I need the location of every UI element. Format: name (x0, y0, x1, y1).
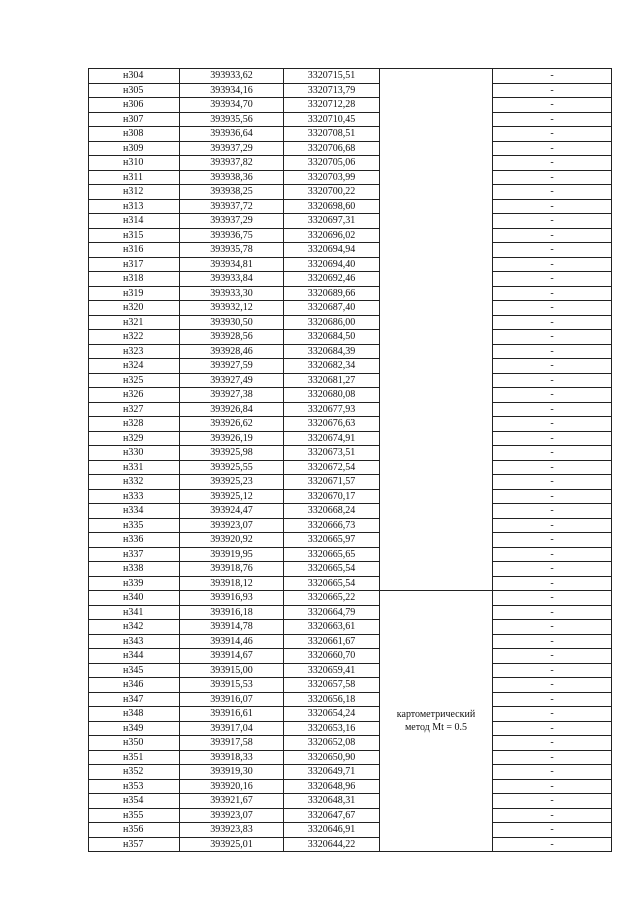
table-row (89, 156, 612, 171)
point-number-cell: н329 (89, 431, 180, 446)
y-coordinate-cell: 3320649,71 (284, 765, 380, 780)
x-coordinate-cell: 393930,50 (180, 315, 284, 330)
mark-cell: - (493, 707, 612, 722)
y-coordinate-cell: 3320660,70 (284, 649, 380, 664)
x-coordinate-cell: 393926,84 (180, 402, 284, 417)
mark-cell: - (493, 605, 612, 620)
table-row (89, 127, 612, 142)
x-coordinate-cell: 393918,76 (180, 562, 284, 577)
table-row (89, 779, 612, 794)
point-number-cell: н322 (89, 330, 180, 345)
point-number-cell: н339 (89, 576, 180, 591)
y-coordinate-cell: 3320692,46 (284, 272, 380, 287)
table-row (89, 707, 612, 722)
point-number-cell: н355 (89, 808, 180, 823)
point-number-cell: н316 (89, 243, 180, 258)
y-coordinate-cell: 3320715,51 (284, 69, 380, 84)
point-number-cell: н305 (89, 83, 180, 98)
y-coordinate-cell: 3320682,34 (284, 359, 380, 374)
point-number-cell: н351 (89, 750, 180, 765)
table-row (89, 794, 612, 809)
mark-cell: - (493, 533, 612, 548)
point-number-cell: н346 (89, 678, 180, 693)
point-number-cell: н308 (89, 127, 180, 142)
y-coordinate-cell: 3320677,93 (284, 402, 380, 417)
mark-cell: - (493, 547, 612, 562)
x-coordinate-cell: 393916,93 (180, 591, 284, 606)
mark-cell: - (493, 243, 612, 258)
table-row (89, 112, 612, 127)
mark-cell: - (493, 170, 612, 185)
table-row (89, 388, 612, 403)
point-number-cell: н332 (89, 475, 180, 490)
mark-cell: - (493, 504, 612, 519)
y-coordinate-cell: 3320689,66 (284, 286, 380, 301)
x-coordinate-cell: 393936,75 (180, 228, 284, 243)
table-row (89, 576, 612, 591)
table-row (89, 344, 612, 359)
x-coordinate-cell: 393927,38 (180, 388, 284, 403)
y-coordinate-cell: 3320713,79 (284, 83, 380, 98)
point-number-cell: н307 (89, 112, 180, 127)
point-number-cell: н338 (89, 562, 180, 577)
table-row (89, 620, 612, 635)
table-row (89, 504, 612, 519)
x-coordinate-cell: 393915,53 (180, 678, 284, 693)
y-coordinate-cell: 3320674,91 (284, 431, 380, 446)
mark-cell: - (493, 446, 612, 461)
table-row (89, 315, 612, 330)
x-coordinate-cell: 393919,95 (180, 547, 284, 562)
y-coordinate-cell: 3320705,06 (284, 156, 380, 171)
x-coordinate-cell: 393937,72 (180, 199, 284, 214)
table-row (89, 489, 612, 504)
point-number-cell: н353 (89, 779, 180, 794)
table-row (89, 808, 612, 823)
mark-cell: - (493, 431, 612, 446)
x-coordinate-cell: 393923,07 (180, 518, 284, 533)
x-coordinate-cell: 393914,67 (180, 649, 284, 664)
y-coordinate-cell: 3320648,31 (284, 794, 380, 809)
table-row (89, 402, 612, 417)
method-label-line1: картометрический (396, 709, 476, 720)
y-coordinate-cell: 3320644,22 (284, 837, 380, 852)
table-row (89, 823, 612, 838)
point-number-cell: н354 (89, 794, 180, 809)
y-coordinate-cell: 3320665,97 (284, 533, 380, 548)
x-coordinate-cell: 393935,78 (180, 243, 284, 258)
point-number-cell: н328 (89, 417, 180, 432)
x-coordinate-cell: 393919,30 (180, 765, 284, 780)
mark-cell: - (493, 69, 612, 84)
mark-cell: - (493, 692, 612, 707)
x-coordinate-cell: 393938,25 (180, 185, 284, 200)
point-number-cell: н324 (89, 359, 180, 374)
x-coordinate-cell: 393933,84 (180, 272, 284, 287)
point-number-cell: н336 (89, 533, 180, 548)
point-number-cell: н335 (89, 518, 180, 533)
x-coordinate-cell: 393927,49 (180, 373, 284, 388)
point-number-cell: н347 (89, 692, 180, 707)
y-coordinate-cell: 3320700,22 (284, 185, 380, 200)
mark-cell: - (493, 286, 612, 301)
table-row (89, 69, 612, 84)
point-number-cell: н356 (89, 823, 180, 838)
x-coordinate-cell: 393925,55 (180, 460, 284, 475)
y-coordinate-cell: 3320661,67 (284, 634, 380, 649)
mark-cell: - (493, 794, 612, 809)
x-coordinate-cell: 393937,29 (180, 141, 284, 156)
mark-cell: - (493, 199, 612, 214)
mark-cell: - (493, 591, 612, 606)
table-row (89, 330, 612, 345)
mark-cell: - (493, 649, 612, 664)
y-coordinate-cell: 3320646,91 (284, 823, 380, 838)
point-number-cell: н320 (89, 301, 180, 316)
table-row (89, 765, 612, 780)
mark-cell: - (493, 837, 612, 852)
mark-cell: - (493, 678, 612, 693)
y-coordinate-cell: 3320663,61 (284, 620, 380, 635)
mark-cell: - (493, 620, 612, 635)
x-coordinate-cell: 393920,92 (180, 533, 284, 548)
y-coordinate-cell: 3320708,51 (284, 127, 380, 142)
mark-cell: - (493, 634, 612, 649)
coordinates-table (88, 68, 612, 852)
point-number-cell: н310 (89, 156, 180, 171)
y-coordinate-cell: 3320672,54 (284, 460, 380, 475)
mark-cell: - (493, 315, 612, 330)
table-row (89, 649, 612, 664)
point-number-cell: н327 (89, 402, 180, 417)
mark-cell: - (493, 301, 612, 316)
table-row (89, 721, 612, 736)
mark-cell: - (493, 98, 612, 113)
point-number-cell: н345 (89, 663, 180, 678)
x-coordinate-cell: 393914,78 (180, 620, 284, 635)
point-number-cell: н330 (89, 446, 180, 461)
x-coordinate-cell: 393937,82 (180, 156, 284, 171)
x-coordinate-cell: 393934,70 (180, 98, 284, 113)
mark-cell: - (493, 185, 612, 200)
point-number-cell: н321 (89, 315, 180, 330)
x-coordinate-cell: 393917,04 (180, 721, 284, 736)
mark-cell: - (493, 373, 612, 388)
y-coordinate-cell: 3320665,54 (284, 576, 380, 591)
y-coordinate-cell: 3320684,39 (284, 344, 380, 359)
mark-cell: - (493, 765, 612, 780)
table-row (89, 83, 612, 98)
table-row (89, 417, 612, 432)
x-coordinate-cell: 393928,46 (180, 344, 284, 359)
y-coordinate-cell: 3320698,60 (284, 199, 380, 214)
point-number-cell: н306 (89, 98, 180, 113)
point-number-cell: н349 (89, 721, 180, 736)
y-coordinate-cell: 3320652,08 (284, 736, 380, 751)
x-coordinate-cell: 393923,83 (180, 823, 284, 838)
table-row (89, 605, 612, 620)
x-coordinate-cell: 393932,12 (180, 301, 284, 316)
table-row (89, 692, 612, 707)
x-coordinate-cell: 393935,56 (180, 112, 284, 127)
x-coordinate-cell: 393914,46 (180, 634, 284, 649)
mark-cell: - (493, 228, 612, 243)
table-row (89, 446, 612, 461)
point-number-cell: н344 (89, 649, 180, 664)
mark-cell: - (493, 663, 612, 678)
table-row (89, 518, 612, 533)
table-row (89, 547, 612, 562)
point-number-cell: н315 (89, 228, 180, 243)
table-row (89, 272, 612, 287)
y-coordinate-cell: 3320665,65 (284, 547, 380, 562)
table-row (89, 141, 612, 156)
point-number-cell: н318 (89, 272, 180, 287)
table-row (89, 837, 612, 852)
table-row (89, 634, 612, 649)
mark-cell: - (493, 562, 612, 577)
x-coordinate-cell: 393933,30 (180, 286, 284, 301)
y-coordinate-cell: 3320706,68 (284, 141, 380, 156)
table-row (89, 591, 612, 606)
x-coordinate-cell: 393916,07 (180, 692, 284, 707)
x-coordinate-cell: 393925,12 (180, 489, 284, 504)
y-coordinate-cell: 3320686,00 (284, 315, 380, 330)
x-coordinate-cell: 393925,01 (180, 837, 284, 852)
mark-cell: - (493, 721, 612, 736)
x-coordinate-cell: 393933,62 (180, 69, 284, 84)
x-coordinate-cell: 393917,58 (180, 736, 284, 751)
x-coordinate-cell: 393916,18 (180, 605, 284, 620)
table-row (89, 562, 612, 577)
y-coordinate-cell: 3320697,31 (284, 214, 380, 229)
x-coordinate-cell: 393915,00 (180, 663, 284, 678)
mark-cell: - (493, 83, 612, 98)
point-number-cell: н343 (89, 634, 180, 649)
point-number-cell: н326 (89, 388, 180, 403)
y-coordinate-cell: 3320703,99 (284, 170, 380, 185)
x-coordinate-cell: 393918,12 (180, 576, 284, 591)
point-number-cell: н333 (89, 489, 180, 504)
y-coordinate-cell: 3320696,02 (284, 228, 380, 243)
mark-cell: - (493, 475, 612, 490)
table-row (89, 460, 612, 475)
x-coordinate-cell: 393926,62 (180, 417, 284, 432)
y-coordinate-cell: 3320659,41 (284, 663, 380, 678)
table-row (89, 475, 612, 490)
y-coordinate-cell: 3320648,96 (284, 779, 380, 794)
y-coordinate-cell: 3320687,40 (284, 301, 380, 316)
x-coordinate-cell: 393924,47 (180, 504, 284, 519)
table-row (89, 170, 612, 185)
point-number-cell: н319 (89, 286, 180, 301)
y-coordinate-cell: 3320668,24 (284, 504, 380, 519)
mark-cell: - (493, 736, 612, 751)
x-coordinate-cell: 393916,61 (180, 707, 284, 722)
point-number-cell: н352 (89, 765, 180, 780)
table-row (89, 301, 612, 316)
y-coordinate-cell: 3320647,67 (284, 808, 380, 823)
method-cell-empty (380, 69, 493, 591)
mark-cell: - (493, 359, 612, 374)
y-coordinate-cell: 3320673,51 (284, 446, 380, 461)
mark-cell: - (493, 518, 612, 533)
point-number-cell: н317 (89, 257, 180, 272)
y-coordinate-cell: 3320664,79 (284, 605, 380, 620)
y-coordinate-cell: 3320666,73 (284, 518, 380, 533)
x-coordinate-cell: 393934,16 (180, 83, 284, 98)
table-row (89, 257, 612, 272)
x-coordinate-cell: 393927,59 (180, 359, 284, 374)
x-coordinate-cell: 393934,81 (180, 257, 284, 272)
table-row (89, 678, 612, 693)
x-coordinate-cell: 393920,16 (180, 779, 284, 794)
mark-cell: - (493, 779, 612, 794)
y-coordinate-cell: 3320657,58 (284, 678, 380, 693)
x-coordinate-cell: 393936,64 (180, 127, 284, 142)
mark-cell: - (493, 141, 612, 156)
table-row (89, 199, 612, 214)
point-number-cell: н350 (89, 736, 180, 751)
y-coordinate-cell: 3320650,90 (284, 750, 380, 765)
table-row (89, 663, 612, 678)
table-row (89, 533, 612, 548)
mark-cell: - (493, 489, 612, 504)
mark-cell: - (493, 344, 612, 359)
point-number-cell: н340 (89, 591, 180, 606)
y-coordinate-cell: 3320671,57 (284, 475, 380, 490)
y-coordinate-cell: 3320670,17 (284, 489, 380, 504)
y-coordinate-cell: 3320676,63 (284, 417, 380, 432)
table-row (89, 214, 612, 229)
table-row (89, 286, 612, 301)
point-number-cell: н309 (89, 141, 180, 156)
mark-cell: - (493, 576, 612, 591)
mark-cell: - (493, 388, 612, 403)
mark-cell: - (493, 112, 612, 127)
x-coordinate-cell: 393925,98 (180, 446, 284, 461)
mark-cell: - (493, 402, 612, 417)
point-number-cell: н337 (89, 547, 180, 562)
x-coordinate-cell: 393921,67 (180, 794, 284, 809)
y-coordinate-cell: 3320656,18 (284, 692, 380, 707)
mark-cell: - (493, 156, 612, 171)
point-number-cell: н325 (89, 373, 180, 388)
x-coordinate-cell: 393923,07 (180, 808, 284, 823)
table-row (89, 228, 612, 243)
mark-cell: - (493, 214, 612, 229)
table-row (89, 98, 612, 113)
x-coordinate-cell: 393928,56 (180, 330, 284, 345)
point-number-cell: н334 (89, 504, 180, 519)
y-coordinate-cell: 3320653,16 (284, 721, 380, 736)
y-coordinate-cell: 3320710,45 (284, 112, 380, 127)
table-row (89, 185, 612, 200)
mark-cell: - (493, 460, 612, 475)
method-cell (380, 591, 493, 852)
y-coordinate-cell: 3320680,08 (284, 388, 380, 403)
point-number-cell: н331 (89, 460, 180, 475)
point-number-cell: н313 (89, 199, 180, 214)
x-coordinate-cell: 393918,33 (180, 750, 284, 765)
point-number-cell: н341 (89, 605, 180, 620)
coordinates-table-body (89, 69, 612, 852)
y-coordinate-cell: 3320694,94 (284, 243, 380, 258)
mark-cell: - (493, 330, 612, 345)
mark-cell: - (493, 272, 612, 287)
point-number-cell: н342 (89, 620, 180, 635)
y-coordinate-cell: 3320665,22 (284, 591, 380, 606)
table-row (89, 431, 612, 446)
mark-cell: - (493, 750, 612, 765)
y-coordinate-cell: 3320681,27 (284, 373, 380, 388)
y-coordinate-cell: 3320684,50 (284, 330, 380, 345)
point-number-cell: н304 (89, 69, 180, 84)
x-coordinate-cell: 393937,29 (180, 214, 284, 229)
mark-cell: - (493, 417, 612, 432)
x-coordinate-cell: 393925,23 (180, 475, 284, 490)
point-number-cell: н348 (89, 707, 180, 722)
y-coordinate-cell: 3320654,24 (284, 707, 380, 722)
x-coordinate-cell: 393926,19 (180, 431, 284, 446)
y-coordinate-cell: 3320665,54 (284, 562, 380, 577)
point-number-cell: н323 (89, 344, 180, 359)
point-number-cell: н312 (89, 185, 180, 200)
point-number-cell: н311 (89, 170, 180, 185)
method-label-line2: метод Mt = 0.5 (404, 722, 468, 733)
table-row (89, 359, 612, 374)
point-number-cell: н314 (89, 214, 180, 229)
table-row (89, 373, 612, 388)
table-row (89, 736, 612, 751)
mark-cell: - (493, 808, 612, 823)
point-number-cell: н357 (89, 837, 180, 852)
mark-cell: - (493, 127, 612, 142)
mark-cell: - (493, 257, 612, 272)
y-coordinate-cell: 3320712,28 (284, 98, 380, 113)
x-coordinate-cell: 393938,36 (180, 170, 284, 185)
mark-cell: - (493, 823, 612, 838)
y-coordinate-cell: 3320694,40 (284, 257, 380, 272)
table-row (89, 750, 612, 765)
table-row (89, 243, 612, 258)
